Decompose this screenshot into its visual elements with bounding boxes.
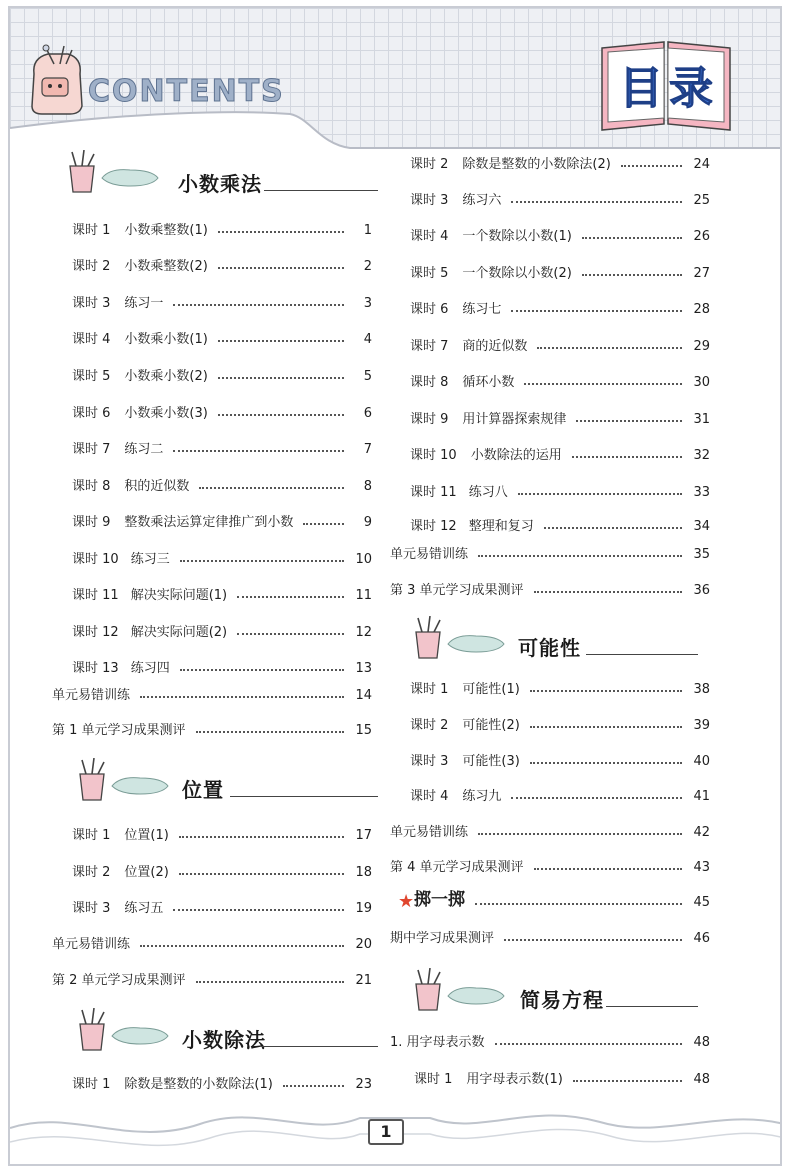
toc-entry — [72, 856, 372, 880]
toc-entry — [72, 323, 372, 347]
lesson-label: 课时 1 — [72, 1077, 111, 1092]
lesson-label: 课时 12 — [410, 519, 457, 534]
page-ref: 41 — [693, 789, 710, 804]
dot-leader — [573, 1080, 682, 1082]
backpack-logo-icon — [24, 44, 88, 116]
lesson-label: 课时 6 — [72, 406, 111, 421]
dot-leader — [199, 487, 344, 489]
entry-title: 单元易错训练 — [52, 937, 131, 952]
entry-title: 单元易错训练 — [390, 547, 469, 562]
toc-entry — [72, 652, 372, 676]
page-ref: 8 — [363, 479, 372, 494]
toc-entry — [390, 922, 710, 946]
lesson-label: 课时 5 — [72, 369, 111, 384]
toc-entry — [410, 476, 710, 500]
lesson-label: 课时 3 — [72, 296, 111, 311]
page-ref: 32 — [693, 448, 710, 463]
page-ref: 43 — [693, 860, 710, 875]
toc-entry — [390, 574, 710, 598]
toc-entry — [390, 851, 710, 875]
page-ref: 29 — [693, 339, 710, 354]
dot-leader — [582, 237, 682, 239]
page-number: 1 — [368, 1119, 404, 1145]
page-ref: 9 — [363, 515, 372, 530]
page-ref: 2 — [363, 259, 372, 274]
page-ref: 4 — [363, 332, 372, 347]
entry-title: 商的近似数 — [462, 339, 528, 354]
page-ref: 13 — [355, 661, 372, 676]
toc-entry — [72, 287, 372, 311]
dot-leader — [140, 945, 344, 947]
toc-entry — [72, 214, 372, 238]
page-ref: 12 — [355, 625, 372, 640]
dot-leader — [140, 696, 344, 698]
lesson-label: 课时 4 — [410, 789, 449, 804]
unit-number-badge — [100, 166, 160, 188]
dot-leader — [530, 690, 682, 692]
toc-entry — [410, 293, 710, 317]
page-ref: 14 — [355, 688, 372, 703]
entry-title: 掷一掷 — [414, 890, 465, 910]
toc-entry — [410, 257, 710, 281]
unit-number-badge — [110, 1024, 170, 1046]
entry-title: 解决实际问题(1) — [130, 588, 228, 603]
toc-entry — [410, 439, 710, 463]
pencil-cup-icon — [410, 616, 446, 660]
unit-number-badge — [446, 984, 506, 1006]
section-underline — [586, 654, 698, 655]
page-ref: 20 — [355, 937, 372, 952]
dot-leader — [237, 633, 344, 635]
toc-entry — [414, 1063, 710, 1087]
dot-leader — [524, 383, 682, 385]
lesson-label: 课时 2 — [410, 157, 449, 172]
toc-entry — [72, 579, 372, 603]
dot-leader — [179, 873, 344, 875]
toc-entry — [390, 1026, 710, 1050]
page-ref: 27 — [693, 266, 710, 281]
toc-entry — [410, 366, 710, 390]
lesson-label: 课时 2 — [72, 865, 111, 880]
entry-title: 练习四 — [130, 661, 170, 676]
dot-leader — [495, 1043, 682, 1045]
entry-title: 一个数除以小数(1) — [462, 229, 572, 244]
entry-title: 第 3 单元学习成果测评 — [390, 583, 524, 598]
section-underline — [606, 1006, 698, 1007]
entry-title: 练习一 — [124, 296, 164, 311]
entry-title: 位置(2) — [124, 865, 169, 880]
dot-leader — [582, 274, 682, 276]
page-ref: 46 — [693, 931, 710, 946]
section-title: 位置 — [182, 778, 224, 802]
page-ref: 38 — [693, 682, 710, 697]
entry-title: 可能性(2) — [462, 718, 520, 733]
entry-title: 小数除法的运用 — [470, 448, 562, 463]
dot-leader — [218, 340, 344, 342]
page-ref: 30 — [693, 375, 710, 390]
page-ref: 48 — [693, 1072, 710, 1087]
entry-title: 第 1 单元学习成果测评 — [52, 723, 186, 738]
lesson-label: 课时 6 — [410, 302, 449, 317]
dot-leader — [504, 939, 682, 941]
lesson-label: 课时 12 — [72, 625, 119, 640]
entry-title: 小数乘整数(2) — [124, 259, 208, 274]
entry-title: 可能性(1) — [462, 682, 520, 697]
page-ref: 24 — [693, 157, 710, 172]
entry-title: 整理和复习 — [468, 519, 534, 534]
entry-title: 除数是整数的小数除法(2) — [462, 157, 611, 172]
dot-leader — [475, 903, 682, 905]
dot-leader — [218, 414, 344, 416]
toc-entry — [410, 184, 710, 208]
toc-entry — [52, 679, 372, 703]
toc-entry — [52, 964, 372, 988]
book-title: 目录 — [619, 63, 719, 114]
dot-leader — [478, 555, 682, 557]
lesson-label: 课时 3 — [410, 754, 449, 769]
dot-leader — [218, 377, 344, 379]
entry-title: 整数乘法运算定律推广到小数 — [124, 515, 294, 530]
section-underline — [262, 1046, 378, 1047]
dot-leader — [621, 165, 682, 167]
dot-leader — [537, 347, 682, 349]
toc-entry — [390, 538, 710, 562]
page-ref: 31 — [693, 412, 710, 427]
lesson-label: 课时 3 — [410, 193, 449, 208]
entry-title: 期中学习成果测评 — [390, 931, 495, 946]
section-title: 可能性 — [518, 636, 581, 660]
page-ref: 33 — [693, 485, 710, 500]
entry-title: 练习二 — [124, 442, 164, 457]
entry-title: 单元易错训练 — [390, 825, 469, 840]
pencil-cup-icon — [64, 150, 100, 194]
page-ref: 3 — [363, 296, 372, 311]
dot-leader — [218, 231, 344, 233]
lesson-label: 课时 10 — [410, 448, 457, 463]
page-ref: 26 — [693, 229, 710, 244]
page-ref: 40 — [693, 754, 710, 769]
lesson-label: 课时 4 — [72, 332, 111, 347]
dot-leader — [518, 493, 682, 495]
entry-title: 第 2 单元学习成果测评 — [52, 973, 186, 988]
dot-leader — [196, 731, 344, 733]
toc-entry — [410, 220, 710, 244]
entry-title: 用计算器探索规律 — [462, 412, 567, 427]
toc-entry — [72, 892, 372, 916]
dot-leader — [180, 560, 344, 562]
dot-leader — [511, 797, 682, 799]
lesson-label: 课时 9 — [410, 412, 449, 427]
entry-title: 第 4 单元学习成果测评 — [390, 860, 524, 875]
lesson-label: 课时 13 — [72, 661, 119, 676]
section-underline — [230, 796, 378, 797]
entry-title: 练习五 — [124, 901, 164, 916]
entry-title: 练习九 — [462, 789, 502, 804]
entry-title: 练习六 — [462, 193, 502, 208]
unit-number-badge — [110, 774, 170, 796]
toc-entry — [410, 403, 710, 427]
entry-title: 小数乘小数(2) — [124, 369, 208, 384]
page-ref: 7 — [363, 442, 372, 457]
page-ref: 11 — [355, 588, 372, 603]
pencil-cup-icon — [74, 758, 110, 802]
page-ref: 6 — [363, 406, 372, 421]
lesson-label: 课时 1 — [410, 682, 449, 697]
toc-entry — [410, 330, 710, 354]
pencil-cup-icon — [74, 1008, 110, 1052]
dot-leader — [173, 304, 344, 306]
toc-entry — [414, 886, 710, 910]
page-ref: 5 — [363, 369, 372, 384]
section-title: 小数除法 — [182, 1028, 266, 1052]
page-ref: 18 — [355, 865, 372, 880]
toc-entry — [52, 928, 372, 952]
lesson-label: 课时 11 — [410, 485, 457, 500]
toc-page — [8, 6, 782, 1166]
lesson-label: 课时 4 — [410, 229, 449, 244]
entry-title: 用字母表示数(1) — [466, 1072, 563, 1087]
section-title: 简易方程 — [520, 988, 604, 1012]
page-ref: 15 — [355, 723, 372, 738]
toc-entry — [72, 360, 372, 384]
entry-title: 解决实际问题(2) — [130, 625, 228, 640]
dot-leader — [530, 726, 682, 728]
lesson-label: 课时 8 — [72, 479, 111, 494]
entry-title: 小数乘小数(1) — [124, 332, 208, 347]
lesson-label: 课时 1 — [414, 1072, 453, 1087]
page-ref: 25 — [693, 193, 710, 208]
section-underline — [264, 190, 378, 191]
unit-number-badge — [446, 632, 506, 654]
toc-entry — [410, 780, 710, 804]
dot-leader — [283, 1085, 344, 1087]
toc-entry — [72, 250, 372, 274]
dot-leader — [218, 267, 344, 269]
toc-entry — [52, 714, 372, 738]
entry-title: 小数乘整数(1) — [124, 223, 208, 238]
pencil-cup-icon — [410, 968, 446, 1012]
lesson-label: 课时 1 — [72, 828, 111, 843]
page-ref: 10 — [355, 552, 372, 567]
entry-title: 循环小数 — [462, 375, 515, 390]
toc-entry — [72, 543, 372, 567]
dot-leader — [237, 596, 344, 598]
entry-title: 可能性(3) — [462, 754, 520, 769]
toc-entry — [72, 397, 372, 421]
contents-heading: CONTENTS — [88, 74, 285, 109]
section-title: 小数乘法 — [178, 172, 262, 196]
entry-title: 练习三 — [130, 552, 170, 567]
toc-entry — [410, 745, 710, 769]
dot-leader — [534, 591, 682, 593]
page-ref: 19 — [355, 901, 372, 916]
page-ref: 35 — [693, 547, 710, 562]
page-ref: 34 — [693, 519, 710, 534]
toc-entry — [410, 148, 710, 172]
page-ref: 1 — [363, 223, 372, 238]
dot-leader — [544, 527, 682, 529]
dot-leader — [511, 201, 682, 203]
dot-leader — [576, 420, 682, 422]
page-ref: 17 — [355, 828, 372, 843]
page-ref: 42 — [693, 825, 710, 840]
page-ref: 48 — [693, 1035, 710, 1050]
dot-leader — [572, 456, 682, 458]
toc-entry — [410, 510, 710, 534]
toc-entry — [72, 616, 372, 640]
page-ref: 28 — [693, 302, 710, 317]
lesson-label: 课时 1 — [72, 223, 111, 238]
entry-title: 练习八 — [468, 485, 508, 500]
page-ref: 23 — [355, 1077, 372, 1092]
toc-entry — [72, 819, 372, 843]
entry-title: 位置(1) — [124, 828, 169, 843]
lesson-label: 课时 8 — [410, 375, 449, 390]
lesson-label: 课时 7 — [72, 442, 111, 457]
page-ref: 36 — [693, 583, 710, 598]
dot-leader — [534, 868, 682, 870]
lesson-label: 课时 3 — [72, 901, 111, 916]
page-ref: 21 — [355, 973, 372, 988]
entry-title: 除数是整数的小数除法(1) — [124, 1077, 273, 1092]
toc-entry — [390, 816, 710, 840]
dot-leader — [196, 981, 344, 983]
page-ref: 45 — [693, 895, 710, 910]
dot-leader — [173, 450, 344, 452]
star-icon: ★ — [398, 891, 415, 912]
dot-leader — [173, 909, 344, 911]
toc-entry — [72, 470, 372, 494]
toc-entry — [410, 673, 710, 697]
entry-title: 1. 用字母表示数 — [390, 1035, 485, 1050]
page-ref: 39 — [693, 718, 710, 733]
lesson-label: 课时 2 — [72, 259, 111, 274]
lesson-label: 课时 11 — [72, 588, 119, 603]
lesson-label: 课时 5 — [410, 266, 449, 281]
lesson-label: 课时 9 — [72, 515, 111, 530]
dot-leader — [180, 669, 344, 671]
dot-leader — [303, 523, 344, 525]
entry-title: 单元易错训练 — [52, 688, 131, 703]
toc-entry — [72, 433, 372, 457]
entry-title: 练习七 — [462, 302, 502, 317]
entry-title: 积的近似数 — [124, 479, 190, 494]
entry-title: 一个数除以小数(2) — [462, 266, 572, 281]
dot-leader — [511, 310, 682, 312]
dot-leader — [478, 833, 682, 835]
lesson-label: 课时 7 — [410, 339, 449, 354]
toc-entry — [72, 506, 372, 530]
entry-title: 小数乘小数(3) — [124, 406, 208, 421]
lesson-label: 课时 10 — [72, 552, 119, 567]
lesson-label: 课时 2 — [410, 718, 449, 733]
toc-entry — [410, 709, 710, 733]
dot-leader — [179, 836, 344, 838]
dot-leader — [530, 762, 682, 764]
